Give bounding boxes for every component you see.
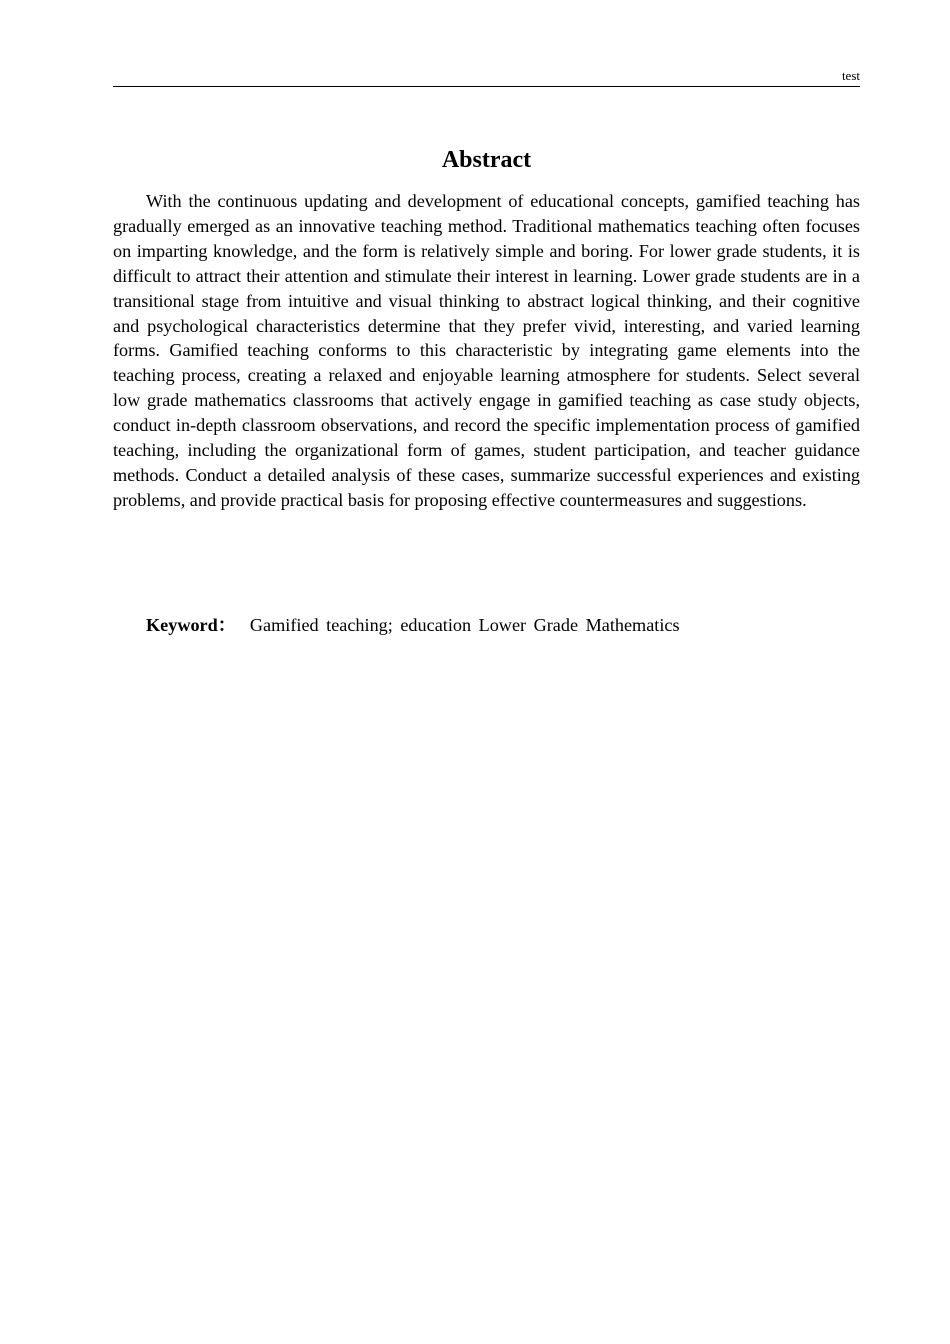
abstract-body: With the continuous updating and development of educational concepts, gamified teaching has gradually emerged as an innovative teaching method. Traditional mathematics teaching often focuses on imparting knowledge, and the form is relatively simple and boring. For lower grade students, it is difficult to attract their attention and stimulate their interest in learning. Lower grade students are in a transitional stage from intuitive and visual thinking to abstract logical thinking, and their cognitive and psychological characteristics determine that they prefer vivid, interesting, and varied learning forms. Gamified teaching conforms to this characteristic by integrating game elements into the teaching process, creating a relaxed and enjoyable learning atmosphere for students. Select several low grade mathematics classrooms that actively engage in gamified teaching as case study objects, conduct in-depth classroom observations, and record the specific implementation process of gamified teaching, including the organizational form of games, student participation, and teacher guidance methods. Conduct a detailed analysis of these cases, summarize successful experiences and existing problems, and provide practical basis for proposing effective countermeasures and suggestions. bbox=[113, 191, 860, 510]
header-rule bbox=[113, 86, 860, 87]
keyword-label: Keyword： bbox=[146, 615, 236, 635]
running-header: test bbox=[841, 68, 860, 83]
abstract-title: Abstract bbox=[441, 147, 532, 173]
keyword-text: Gamified teaching; education Lower Grade Mathematics bbox=[249, 615, 680, 635]
keyword-line bbox=[146, 613, 680, 638]
